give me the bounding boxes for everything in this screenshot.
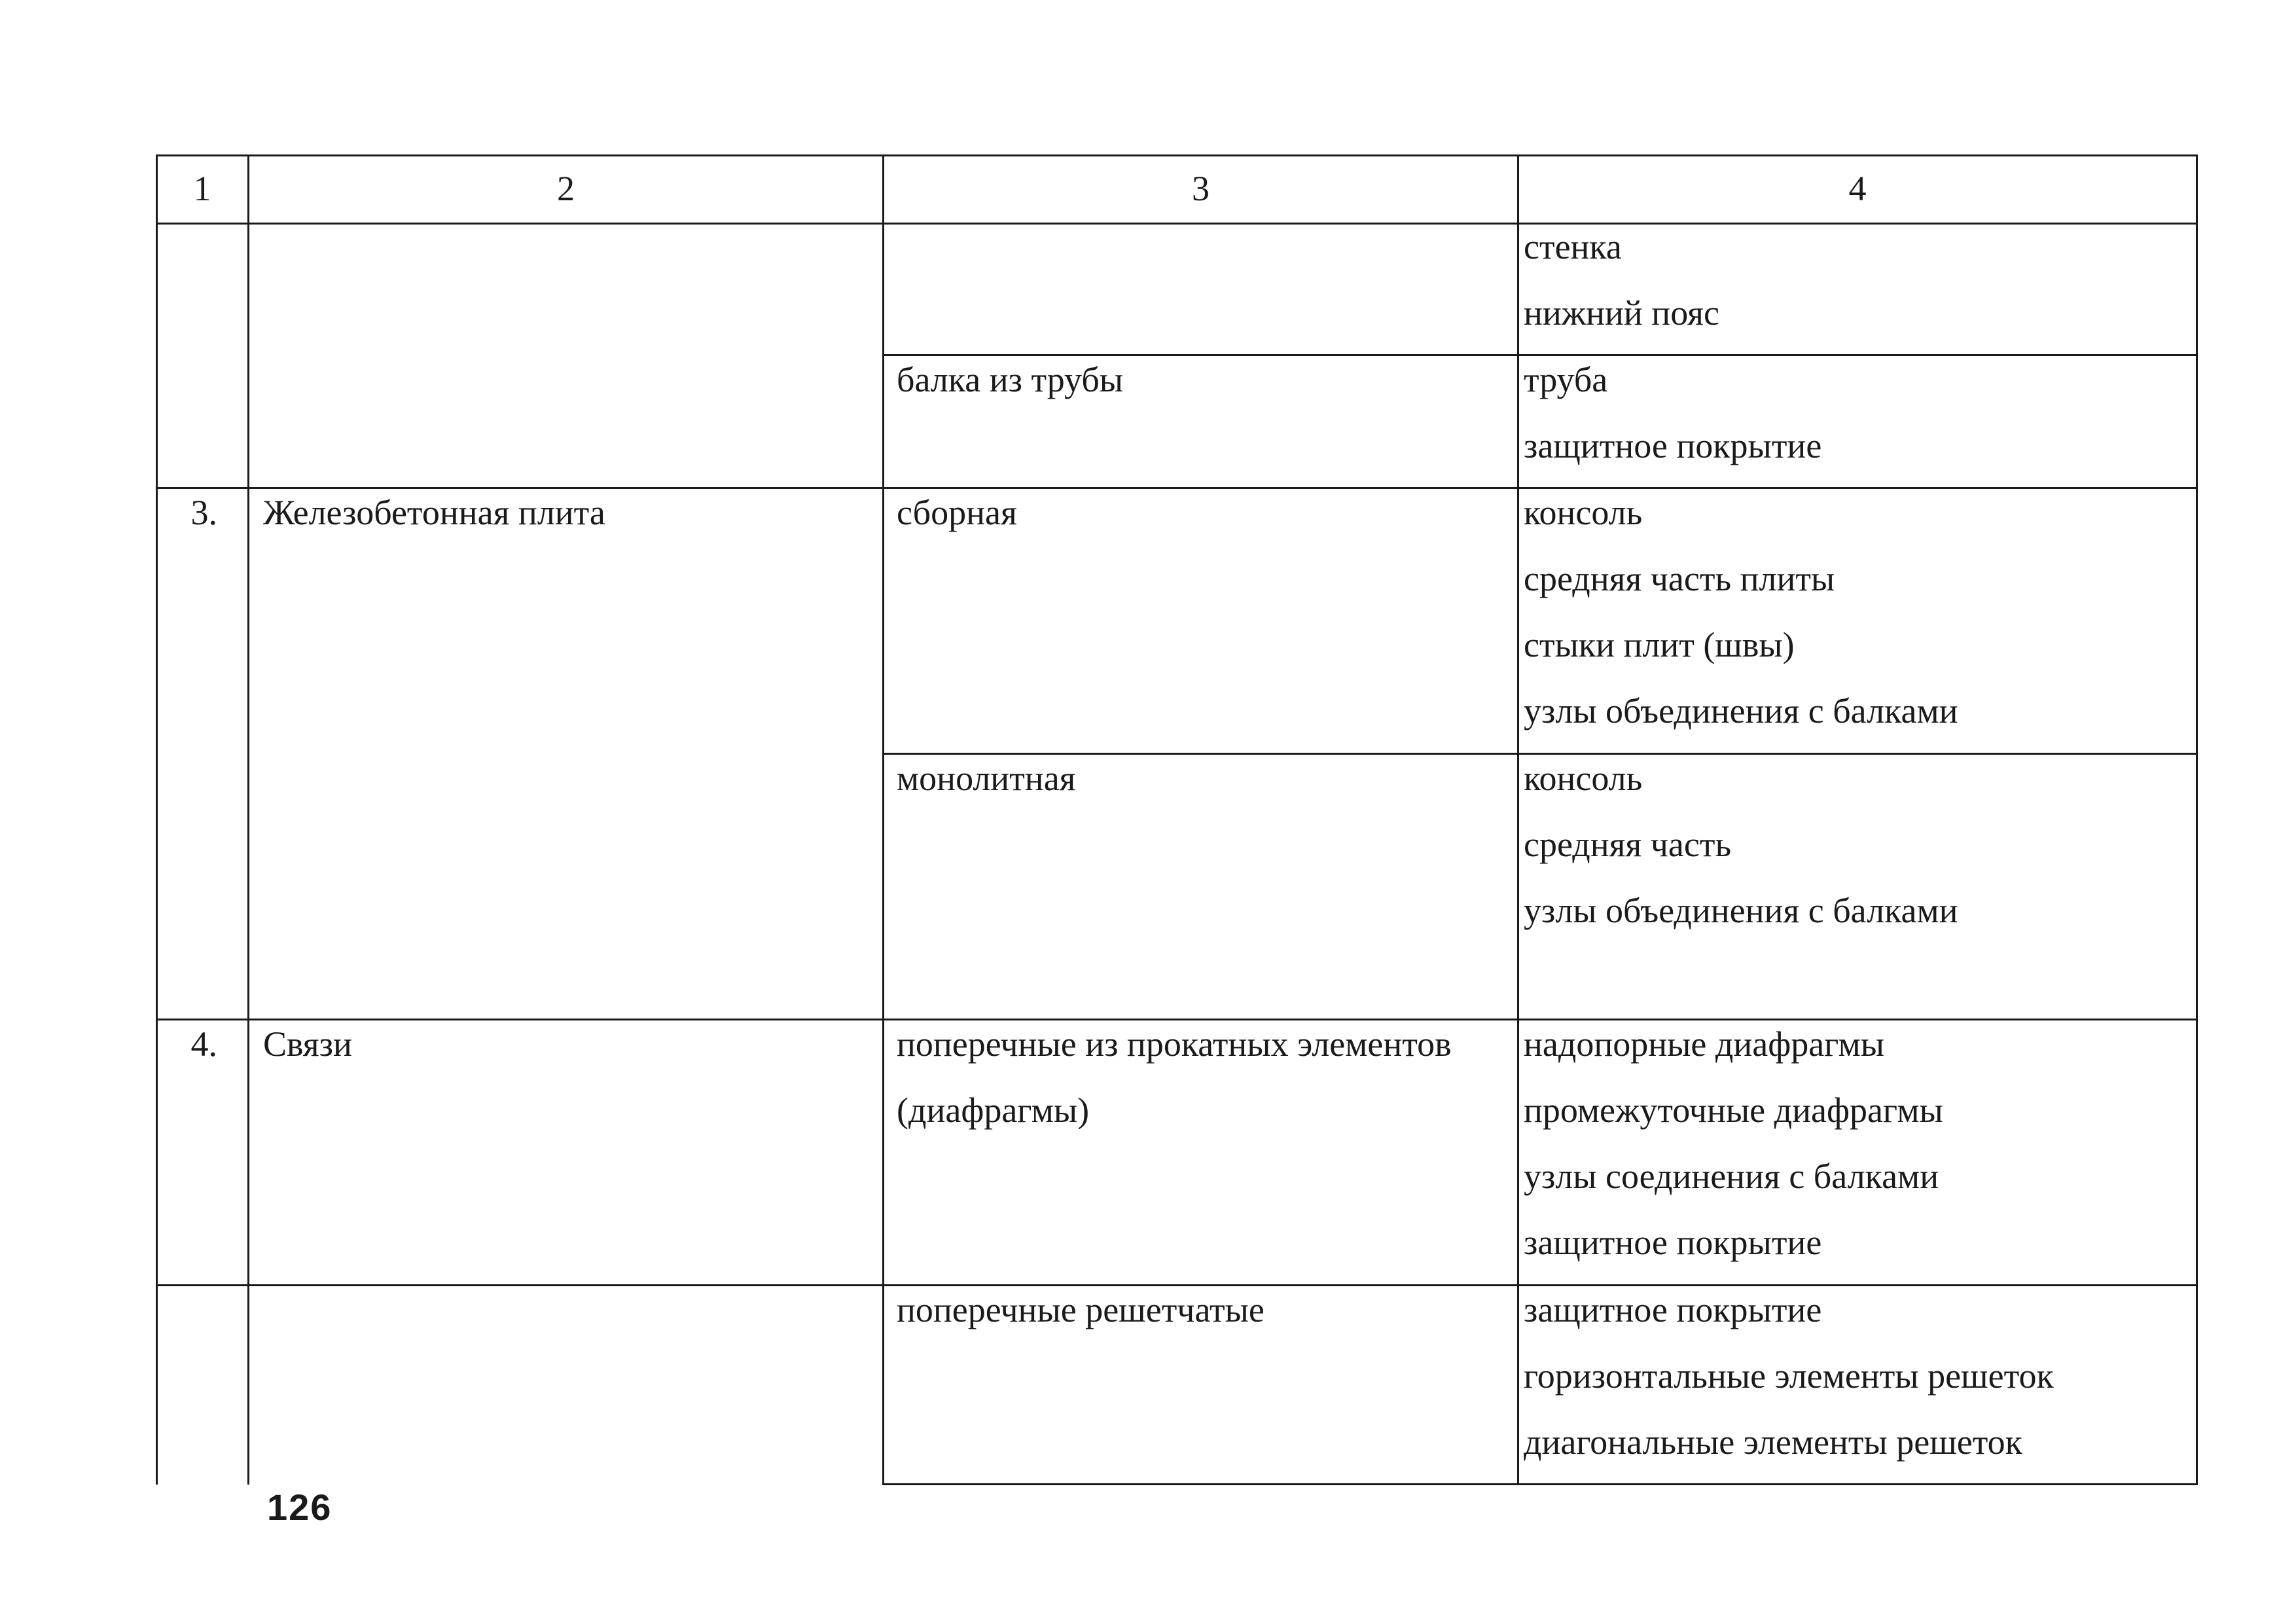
element-cell: узлы объединения с балками	[1524, 691, 1958, 731]
element-cell: промежуточные диафрагмы	[1524, 1091, 1943, 1130]
element-cell: стенка	[1524, 227, 1622, 266]
structure-cell: Железобетонная плита	[263, 493, 605, 532]
type-cell: балка из трубы	[897, 360, 1124, 399]
page-number: 126	[267, 1487, 332, 1528]
column-divider-1-2	[247, 154, 249, 1485]
type-cell: монолитная	[897, 759, 1076, 798]
element-cell: узлы соединения с балками	[1524, 1157, 1939, 1196]
header-bottom-border	[156, 223, 2198, 225]
type-cell: (диафрагмы)	[897, 1091, 1090, 1130]
element-cell: надопорные диафрагмы	[1524, 1024, 1885, 1064]
element-cell: защитное покрытие	[1524, 426, 1822, 465]
header-col-1: 1	[193, 169, 211, 208]
element-cell: труба	[1524, 360, 1608, 399]
header-col-3: 3	[1192, 169, 1210, 208]
element-cell: нижний пояс	[1524, 293, 1719, 333]
table-right-border	[2196, 154, 2198, 1485]
header-col-2: 2	[557, 169, 575, 208]
table-left-border	[156, 154, 158, 1485]
element-cell: узлы объединения с балками	[1524, 891, 1958, 930]
element-cell: консоль	[1524, 759, 1643, 798]
row-number: 3.	[190, 493, 217, 532]
type-cell: поперечные решетчатые	[897, 1290, 1265, 1329]
header-col-4: 4	[1848, 169, 1867, 208]
element-cell: диагональные элементы решеток	[1524, 1422, 2022, 1462]
element-cell: защитное покрытие	[1524, 1290, 1822, 1329]
element-cell: горизонтальные элементы решеток	[1524, 1356, 2054, 1396]
element-cell: консоль	[1524, 493, 1643, 532]
table-top-border	[156, 154, 2198, 156]
element-cell: защитное покрытие	[1524, 1223, 1822, 1262]
element-cell: средняя часть плиты	[1524, 559, 1835, 598]
type-cell: сборная	[897, 493, 1017, 532]
column-divider-3-4	[1517, 154, 1519, 1485]
element-cell: средняя часть	[1524, 825, 1732, 864]
structure-cell: Связи	[263, 1024, 352, 1064]
type-cell: поперечные из прокатных элементов	[897, 1024, 1452, 1064]
element-cell: стыки плит (швы)	[1524, 625, 1795, 664]
row-number: 4.	[190, 1024, 217, 1064]
column-divider-2-3	[882, 154, 884, 1485]
table-bottom-border	[882, 1483, 2198, 1485]
